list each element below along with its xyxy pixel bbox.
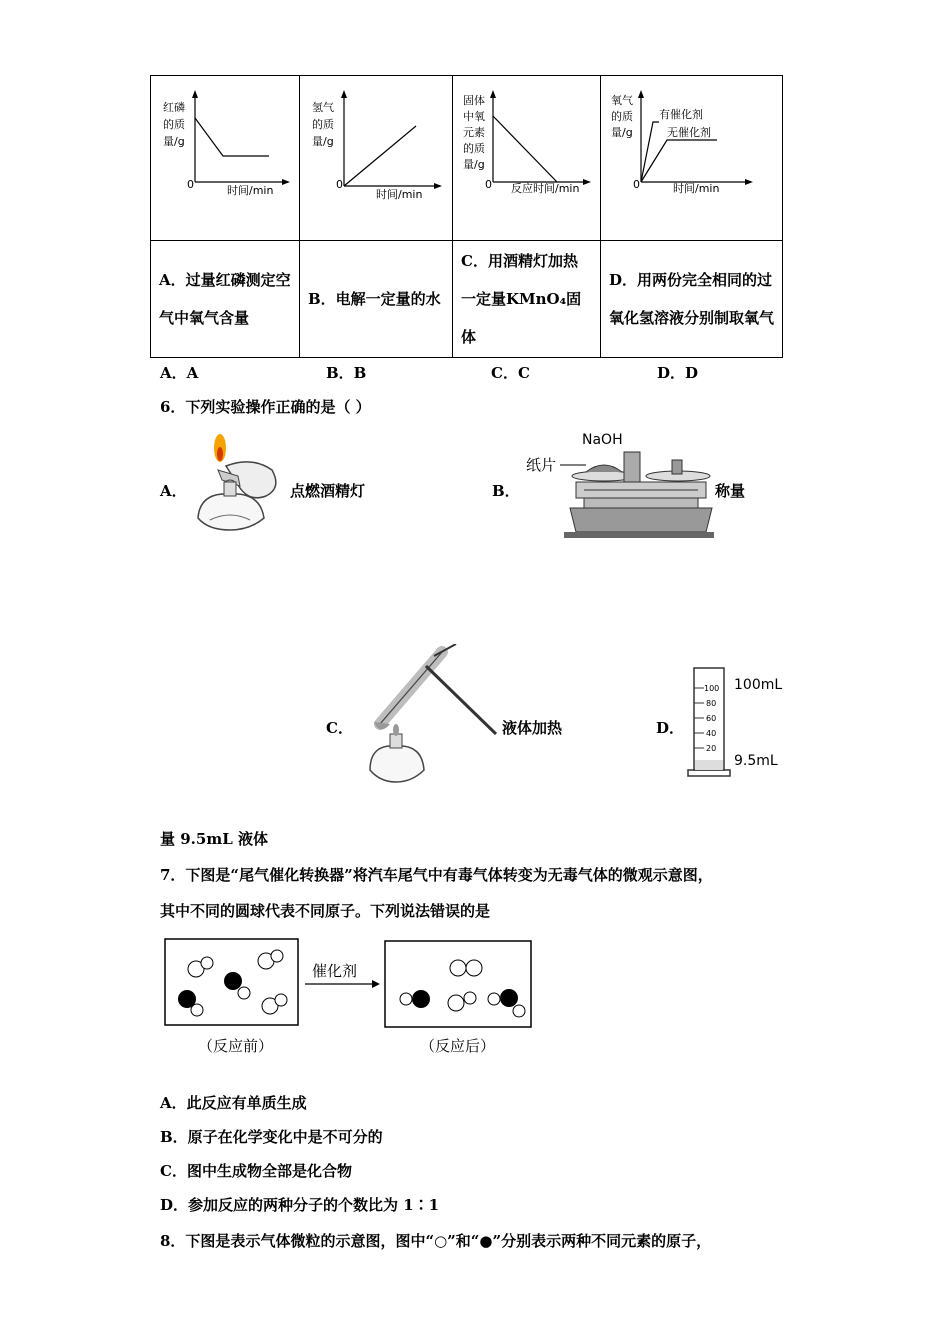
q5-desc-b: B．电解一定量的水 — [308, 290, 441, 308]
graph-b-ylabel-1: 氢气 — [312, 101, 334, 114]
q5-table — [150, 75, 783, 358]
graph-b — [300, 76, 453, 236]
graph-a-xlabel: 时间/min — [227, 184, 274, 197]
graph-d-ylabel-3: 量/g — [611, 126, 633, 139]
graph-d-ylabel-1: 氧气 — [611, 94, 633, 107]
graph-c-origin: 0 — [485, 178, 492, 191]
graph-cell-a — [151, 76, 300, 241]
graph-b-line — [344, 126, 416, 186]
graph-cell-b — [300, 76, 453, 241]
paper-label: 纸片 — [526, 456, 557, 474]
graph-d-line1-label: 有催化剂 — [659, 108, 703, 121]
q5-choice-a[interactable]: A．A — [160, 364, 199, 382]
graph-c-ylabel-1: 固体 — [463, 94, 485, 107]
q5-choice-d[interactable]: D．D — [657, 364, 699, 382]
graph-d-catalyst-line — [641, 122, 659, 182]
graph-c-xlabel: 反应时间/min — [511, 182, 580, 195]
graph-a-ylabel-1: 红磷 — [163, 101, 185, 114]
catalyst-label: 催化剂 — [312, 962, 358, 980]
heating-liquid-image — [356, 644, 506, 788]
q6-a-caption: 点燃酒精灯 — [290, 482, 366, 500]
q6-d-caption: 量 9.5mL 液体 — [160, 830, 268, 848]
balance-image — [524, 428, 714, 540]
graph-d-line2-label: 无催化剂 — [667, 126, 711, 139]
graph-a-origin: 0 — [187, 178, 194, 191]
after-label: （反应后） — [420, 1037, 496, 1055]
graph-cell-d — [601, 76, 783, 241]
q6-c-letter[interactable]: C． — [326, 719, 353, 737]
q6-a-letter[interactable]: A． — [160, 482, 187, 500]
tube-holder — [426, 666, 496, 734]
graph-a-ylabel-2: 的质 — [163, 118, 185, 131]
graph-a-ylabel-3: 量/g — [163, 135, 185, 148]
after-box — [385, 941, 531, 1027]
tick-40: 40 — [706, 729, 717, 738]
graph-b-ylabel-3: 量/g — [312, 135, 334, 148]
q8-stem: 8．下图是表示气体微粒的示意图，图中“○”和“●”分别表示两种不同元素的原子， — [160, 1232, 712, 1250]
q7-option-c[interactable]: C．图中生成物全部是化合物 — [160, 1162, 352, 1180]
alcohol-lamp-lighting-image — [190, 430, 290, 540]
graph-d-ylabel-2: 的质 — [611, 110, 633, 123]
q6-d-letter[interactable]: D． — [656, 719, 685, 737]
graph-b-origin: 0 — [336, 178, 343, 191]
graph-c-ylabel-3: 元素 — [463, 126, 485, 139]
reaction-diagram — [160, 936, 540, 1060]
cylinder-capacity: 100mL — [734, 677, 783, 693]
cylinder-target: 9.5mL — [734, 753, 778, 769]
q6-c-caption: 液体加热 — [502, 719, 563, 737]
graph-c-ylabel-5: 量/g — [463, 158, 485, 171]
q7-option-d[interactable]: D．参加反应的两种分子的个数比为 1∶1 — [160, 1196, 440, 1214]
graph-c — [453, 76, 601, 236]
before-label: （反应前） — [198, 1037, 274, 1055]
q7-stem-line1: 7．下图是“尾气催化转换器”将汽车尾气中有毒气体转变为无毒气体的微观示意图， — [160, 866, 713, 884]
q5-desc-c: C．用酒精灯加热一定量KMnO₄固体 — [461, 252, 582, 346]
graph-d-xlabel: 时间/min — [673, 182, 720, 195]
q5-desc-a: A．过量红磷测定空气中氧气含量 — [159, 271, 291, 327]
tick-80: 80 — [706, 699, 717, 708]
graph-a — [151, 76, 300, 236]
graph-c-line — [493, 116, 557, 182]
graph-c-ylabel-2: 中氧 — [463, 110, 485, 123]
graph-cell-c — [453, 76, 601, 241]
tick-20: 20 — [706, 744, 717, 753]
q7-option-a[interactable]: A．此反应有单质生成 — [160, 1094, 307, 1112]
graph-b-ylabel-2: 的质 — [312, 118, 334, 131]
q6-b-letter[interactable]: B． — [492, 482, 520, 500]
graph-a-line — [195, 118, 269, 156]
tick-60: 60 — [706, 714, 717, 723]
graph-b-xlabel: 时间/min — [376, 188, 423, 201]
graph-d-origin: 0 — [633, 178, 640, 191]
graph-c-ylabel-4: 的质 — [463, 142, 485, 155]
q6-stem: 6．下列实验操作正确的是（ ） — [160, 398, 371, 416]
graph-d — [601, 76, 783, 236]
q5-choice-c[interactable]: C．C — [491, 364, 530, 382]
q7-stem-line2: 其中不同的圆球代表不同原子。下列说法错误的是 — [160, 902, 491, 920]
tick-100: 100 — [704, 684, 720, 693]
q5-desc-d: D．用两份完全相同的过氧化氢溶液分别制取氧气 — [609, 271, 775, 327]
naoh-label: NaOH — [582, 432, 623, 448]
graduated-cylinder-image — [686, 664, 786, 780]
q7-option-b[interactable]: B．原子在化学变化中是不可分的 — [160, 1128, 383, 1146]
q6-b-caption: 称量 — [715, 482, 746, 500]
graph-d-nocatalyst-line — [641, 140, 717, 182]
q5-choice-b[interactable]: B．B — [326, 364, 367, 382]
